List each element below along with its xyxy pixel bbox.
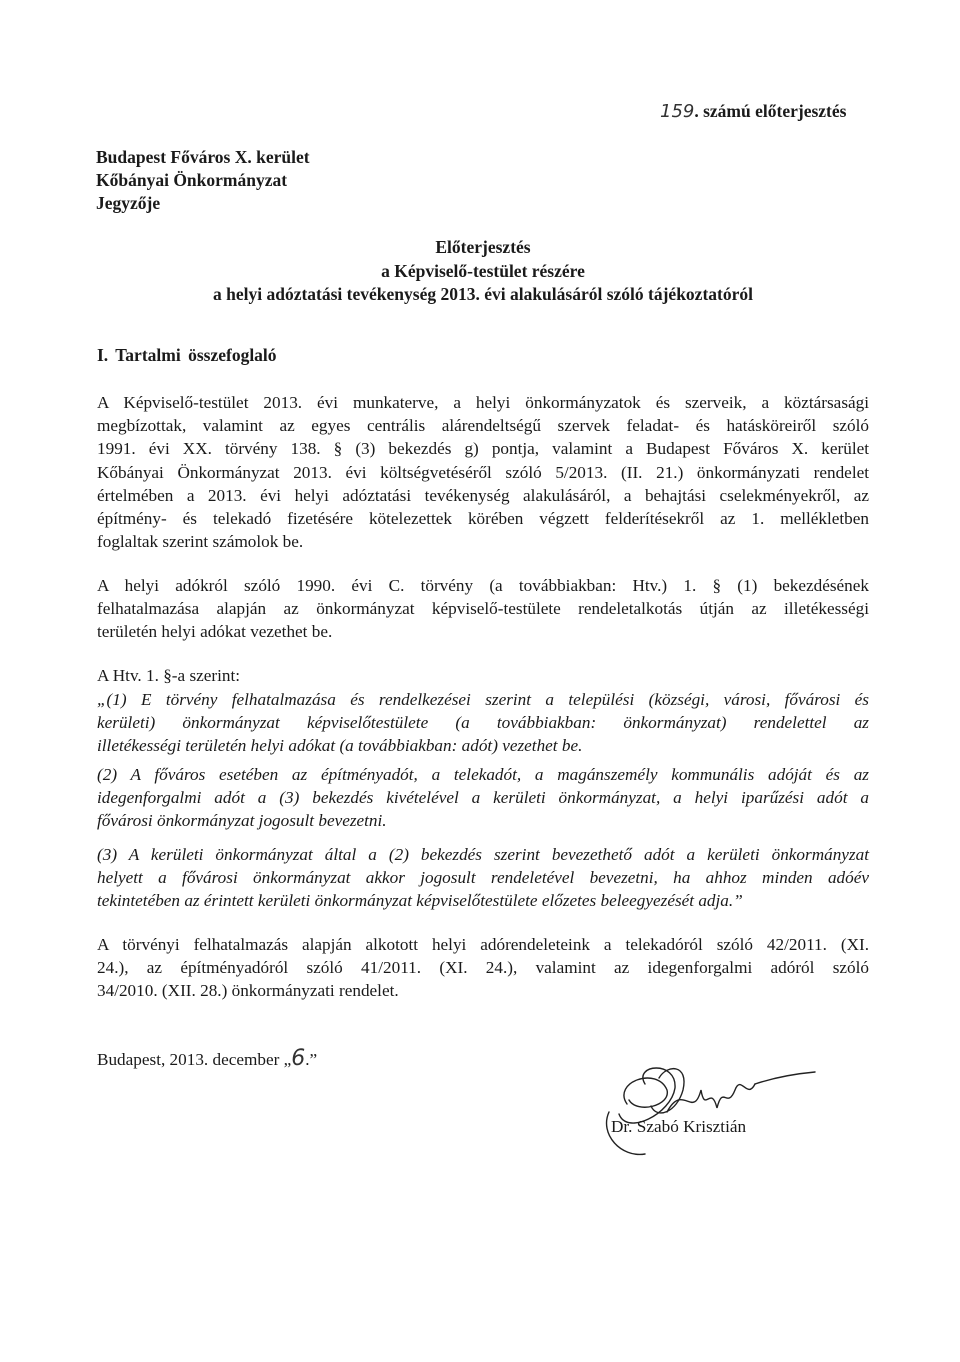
document-number [660, 101, 846, 122]
title-line: a Képviselő-testület részére [381, 260, 585, 281]
place-date-quote: .” [305, 1050, 318, 1069]
text-line: A Képviselő-testület 2013. évi munkaterve, a helyi önkormányzatok és szerveik, a köztársasági [97, 393, 869, 412]
quote-section-2 [97, 763, 869, 833]
handwritten-day: 6 [291, 1046, 306, 1071]
title-line: a helyi adóztatási tevékenység 2013. évi alakulásáról szóló tájékoztatóról [212, 284, 753, 304]
title-line: Előterjesztés [435, 237, 531, 257]
text-line: „(1) E törvény felhatalmazása és rendelkezései szerint a települési (községi, városi, fővárosi és [97, 690, 869, 709]
text-line: helyett a fővárosi önkormányzat akkor jogosult rendeletével bevezetni, ha ahhoz minden adóév [97, 868, 869, 888]
quote-section-3 [97, 843, 869, 913]
text-line: felhatalmazása alapján az önkormányzat képviselő-testülete rendeletalkotás útján az illetékességi [97, 599, 869, 619]
text-line: A törvényi felhatalmazás alapján alkotott helyi adórendeleteink a telekadóról szóló 42/2011. (XI. [97, 935, 869, 954]
text-line: megbízottak, valamint az egyes centrális alárendeltségű szervek feladat- és hatásköreiről szóló [97, 416, 869, 436]
text-line: 24.), az építményadóról szóló 41/2011. (XI. 24.), valamint az idegenforgalmi adóról szóló [97, 958, 869, 978]
place-date [97, 1046, 317, 1071]
text-line: tekintetében az érintett kerületi önkormányzat képviselőtestülete előzetes beleegyezését adja.” [97, 891, 743, 911]
paragraph-1 [97, 391, 869, 553]
text-line: értelmében a 2013. évi helyi adóztatási tevékenység alakulásáról, a behajtási cselekményekről, az [97, 485, 869, 505]
signer-name: Dr. Szabó Krisztián [611, 1117, 747, 1136]
text-line: foglaltak szerint számolok be. [97, 532, 304, 552]
issuer-line: Jegyzője [96, 193, 161, 213]
paragraph-2 [97, 574, 869, 644]
quote-section-1 [97, 688, 869, 758]
paragraph-4 [97, 933, 869, 1003]
text-line: építmény- és telekadó fizetésére kötelezettek körében végzett felderítésekről az 1. mellékletben [97, 509, 869, 529]
issuer-line: Budapest Főváros X. kerület [96, 147, 310, 167]
section-heading: I. Tartalmi összefoglaló [97, 345, 277, 365]
text-line: illetékességi területén helyi adókat (a továbbiakban: adót) vezethet be. [97, 736, 583, 756]
text-line: fővárosi önkormányzat jogosult bevezetni. [97, 811, 387, 831]
text-line: 34/2010. (XII. 28.) önkormányzati rendelet. [97, 981, 399, 1001]
text-line: idegenforgalmi adót a (3) bekezdés kivételével a kerületi önkormányzat, a helyi iparűzési adót a [97, 788, 869, 808]
text-line: (3) A kerületi önkormányzat által a (2) bekezdés szerint bevezethető adót a kerületi önkormányzat [97, 845, 869, 864]
issuer-block [96, 146, 310, 215]
text-line: 1991. évi XX. törvény 138. § (3) bekezdés g) pontja, valamint a Budapest Főváros X. kerület [97, 439, 869, 459]
issuer-line: Kőbányai Önkormányzat [96, 170, 288, 190]
text-line: kerületi) önkormányzat képviselőtestülete (a továbbiakban: önkormányzat) rendelettel az [97, 713, 869, 733]
place-date-text: Budapest, 2013. december „ [97, 1050, 292, 1069]
text-line: (2) A főváros esetében az építményadót, a telekadót, a magánszemély kommunális adóját és az [97, 765, 869, 784]
document-title [96, 236, 870, 307]
htv-intro: A Htv. 1. §-a szerint: [97, 666, 241, 685]
text-line: területén helyi adókat vezethet be. [97, 622, 333, 642]
handwritten-number: 159 [660, 101, 695, 122]
text-line: A helyi adókról szóló 1990. évi C. törvény (a továbbiakban: Htv.) 1. § (1) bekezdésének [97, 576, 869, 595]
handwritten-signature [597, 1054, 827, 1164]
document-number-suffix: . számú előterjesztés [694, 101, 847, 121]
text-line: Kőbányai Önkormányzat 2013. évi költségvetéséről szóló 5/2013. (II. 21.) önkormányzati rendelet [97, 462, 869, 482]
